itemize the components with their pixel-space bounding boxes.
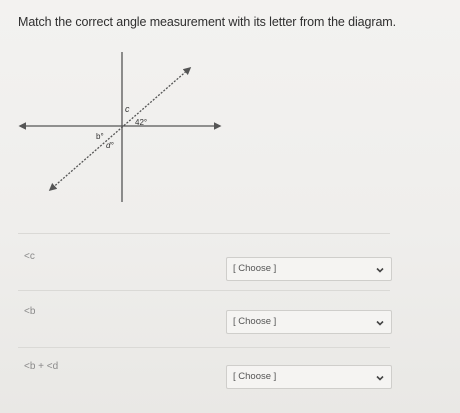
answer-select-b[interactable]: [226, 310, 392, 334]
row-divider: [18, 347, 390, 348]
answer-select-c[interactable]: [226, 257, 392, 281]
select-value: [ Choose ]: [233, 263, 277, 274]
match-label-b-plus-d: <b + <d: [24, 361, 59, 372]
row-divider: [18, 233, 390, 234]
match-label-b: <b: [24, 306, 36, 317]
row-divider: [18, 290, 390, 291]
select-value: [ Choose ]: [233, 371, 277, 382]
select-value: [ Choose ]: [233, 316, 277, 327]
answer-select-b-plus-d[interactable]: [226, 365, 392, 389]
question-prompt: Match the correct angle measurement with its letter from the diagram.: [18, 15, 396, 29]
match-label-c: <c: [24, 251, 35, 262]
chevron-down-icon: [375, 265, 385, 275]
angle-label-c: c: [125, 104, 130, 114]
angle-label-d: d°: [106, 141, 114, 150]
transversal-line: [50, 68, 190, 190]
chevron-down-icon: [375, 318, 385, 328]
chevron-down-icon: [375, 373, 385, 383]
angle-label-given: 42°: [135, 118, 148, 127]
angle-label-b: b°: [96, 132, 104, 141]
